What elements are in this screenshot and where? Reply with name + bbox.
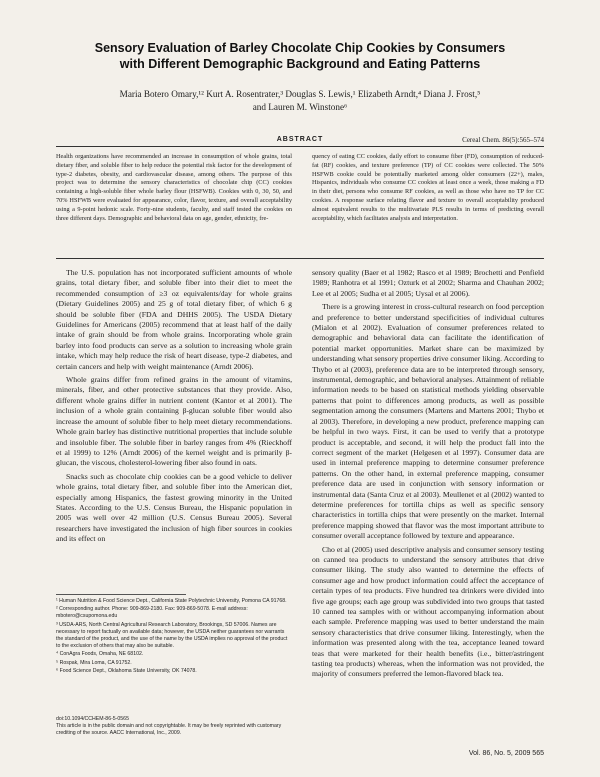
body-right-column <box>312 268 544 683</box>
body-paragraph: Cho et al (2005) used descriptive analysis and consumer sensory testing on canned tea products to understand the sensory attributes that drive consumer liking. The study also wanted to determine the effects of consumer age and how product information could affect the acceptance of certain types of tea products. Five hundred tea drinkers were divided into five age groups; each age group was subdivided into two groups that tasted 10 canned tea samples with or without accompanying information about each sample. Preference mapping was used to better understand the main sensory characteristics that drive consumer liking. Interestingly, when the information was presented along with the tea, acceptance leaned toward teas that were marketed for their health benefits (i.e., bitter/astringent tasting tea products) whereas, when the information was not provided, the majority of consumers preferred the lemon-flavored black tea. <box>312 544 544 679</box>
body-paragraph: Whole grains differ from refined grains in the amount of vitamins, minerals, fiber, and other protective substances that they provide. Also, different whole grains differ in nutrient content (Kantor et al 2001). The inclusion of a whole grain containing β-glucan soluble fiber would also increase the amount of soluble fiber to help meet dietary recommendations. Whole grain barley has distinctive nutritional properties that include soluble and insoluble fiber. The soluble fiber in barley ranges from 4% (Rieckhoff et al 1999) to 12% (Arndt 2006) of the kernel weight and is primarily β-glucan, the viscous, cholesterol-lowering fiber also found in oats. <box>56 375 292 468</box>
footnotes <box>56 598 292 676</box>
abstract-top-rule <box>56 146 544 147</box>
body-paragraph: Snacks such as chocolate chip cookies can be a good vehicle to deliver whole grains, total dietary fiber, and soluble fiber into the American diet, especially among Hispanics, the fastest growing minority in the United States. According to the U.S. Census Bureau, the Hispanic population in 2005 was well over 42 million (U.S. Census Bureau 2005). Several researchers have investigated the inclusion of high fiber sources in cookies and its effect on <box>56 471 292 544</box>
footnote: ⁶ Food Science Dept., Oklahoma State University, OK 74078. <box>56 667 197 674</box>
page-footer: Vol. 86, No. 5, 2009 565 <box>468 750 544 757</box>
footnote: ³ USDA-ARS, North Central Agricultural Research Laboratory, Brookings, SD 57006. Names are necessary to report factually on available data; however, the USDA neither guarantees nor warrants the standard of the product, and the use of the name by the USDA implies no approval of the product to the exclusion of others that may also be suitable. <box>56 621 288 650</box>
footnote: ⁴ ConAgra Foods, Omaha, NE 68102. <box>56 651 144 658</box>
footnote: ⁵ Rospak, Mira Loma, CA 91752. <box>56 659 132 666</box>
copyright-notice: This article is in the public domain and not copyrightable. It may be freely reprinted with customary crediting of the source. AACC International, Inc., 2009. <box>56 723 282 737</box>
journal-citation: Cereal Chem. 86(5):565–574 <box>462 136 544 144</box>
footnote: ¹ Human Nutrition & Food Science Dept., California State Polytechnic University, Pomona CA 91768. <box>56 598 287 604</box>
author-list <box>80 88 520 114</box>
body-paragraph: The U.S. population has not incorporated sufficient amounts of whole grains, total dietary fiber, and soluble fiber into their diet to meet the recommended consumption of ≥3 oz equivalents/day for whole grains (Dietary Guidelines 2005) and 25 g of total dietary fiber, of which 6 g should be soluble fiber (FDA and DHHS 2005). The USDA Dietary Guidelines for Americans (2005) recommend that at least half of the daily intake of grain should be from whole grains. Incorporating whole grain barley into food products can serve as a solution to increasing whole grain intake, which may help reduce the risk of heart disease, type-2 diabetes, and certain cancers and help with weight maintenance (Arndt 2006). <box>56 268 292 371</box>
title-line-1: Sensory Evaluation of Barley Chocolate Chip Cookies by Consumers <box>94 41 506 55</box>
footnote-rule <box>56 594 186 595</box>
authors-line-2: and Lauren M. Winstone⁶ <box>252 102 348 112</box>
abstract-bottom-rule <box>56 258 544 259</box>
doi-block <box>56 716 292 738</box>
footnote: ² Corresponding author. Phone: 909-869-2180. Fax: 909-869-5078. E-mail address: mbotero@csupomona.edu <box>56 606 248 620</box>
body-paragraph: There is a growing interest in cross-cultural research on food perception and preference to better understand specificities of individual cultures (Mialon et al 2002). Evaluation of consumer preferences related to demographic and behavioral data can facilitate the identification of potential market opportunities. Market share can be maximized by understanding what sensory properties drive consumer liking. According to Thybo et al (2003), preference data are to be interpreted through sensory, instrumental, demographic, and behavioral analyses. Attainment of reliable information needs to be based on statistical methods yielding observable patterns that point to differences among products, as well as possible segmentation among the consumers (Martens and Martens 2001; Thybo et al 2003). Therefore, in developing a new product, preference mapping can be helpful in two ways. First, it can be used to verify that a prototype product is acceptable, and second, it will help the product fall into the correct segment of the market (Helgesen et al 1997). Consumer data are used in internal preference mapping to determine consumer preference patterns. On the other hand, in external preference mapping, consumer preference data are used in conjunction with sensory information or instrumental data (Santa Cruz et al 2003). Meullenet et al (2002) wanted to determine preferences for tortilla chips as well as specific sensory characteristics in tortilla chips that were presently on the market. Internal preference mapping showed that flavor was the most important attribute to consumer overall acceptance followed by texture and appearance. <box>312 302 544 541</box>
title-line-2: with Different Demographic Background and Eating Patterns <box>119 57 481 71</box>
paper-title <box>60 40 540 72</box>
body-left-column <box>56 268 292 548</box>
abstract-left-column: Health organizations have recommended an increase in consumption of whole grains, total dietary fiber, and soluble fiber to help reduce the potential risk factor for the development of type-2 diabetes, obesity, and cardiovascular disease, among others. The purpose of this project was to determine the sensory characteristics of chocolate chip (CC) cookies containing a high-soluble fiber whole barley flour (HSFWB). Cookies with 0, 30, 50, and 70% HSFWB were evaluated for appearance, color, flavor, texture, and overall acceptability using a 9-point hedonic scale. Forty-nine students, faculty, and staff tested the cookies on three different days. Demographic and behavioral data on age, gender, ethnicity, fre- <box>56 153 292 222</box>
authors-line-1: Maria Botero Omary,¹² Kurt A. Rosentrater,³ Douglas S. Lewis,¹ Elizabeth Arndt,⁴ Diana J. Frost,⁵ <box>119 89 481 99</box>
doi: doi:10.1094/CCHEM-86-5-0565 <box>56 716 129 722</box>
abstract-right-column: quency of eating CC cookies, daily effort to consume fiber (FD), consumption of reduced-fat (RF) cookies, and texture preference (TP) of CC cookies were collected. The 50% HSFWB cookie could be potentially marketed among older consumers (22+), males, Hispanics, individuals who consume CC cookies at least once a week, those making a FD in their diet, persons who consume RF cookies, as well as those who have no TP for CC cookies. A response surface relating flavor and texture to overall acceptability produced almost equivalent results to the multivariate PLS results in terms of predicting overall acceptability, which facilitates analysis and interpretation. <box>312 153 544 222</box>
body-paragraph: sensory quality (Baer et al 1982; Rasco et al 1989; Brochetti and Penfield 1989; Ranhotra et al 1991; Ozturk et al 2002; Sharma and Chauhan 2002; Lee et al 2005; Sudha et al 2005; Uysal et al 2006). <box>312 268 544 298</box>
abstract-heading: ABSTRACT <box>276 136 324 143</box>
